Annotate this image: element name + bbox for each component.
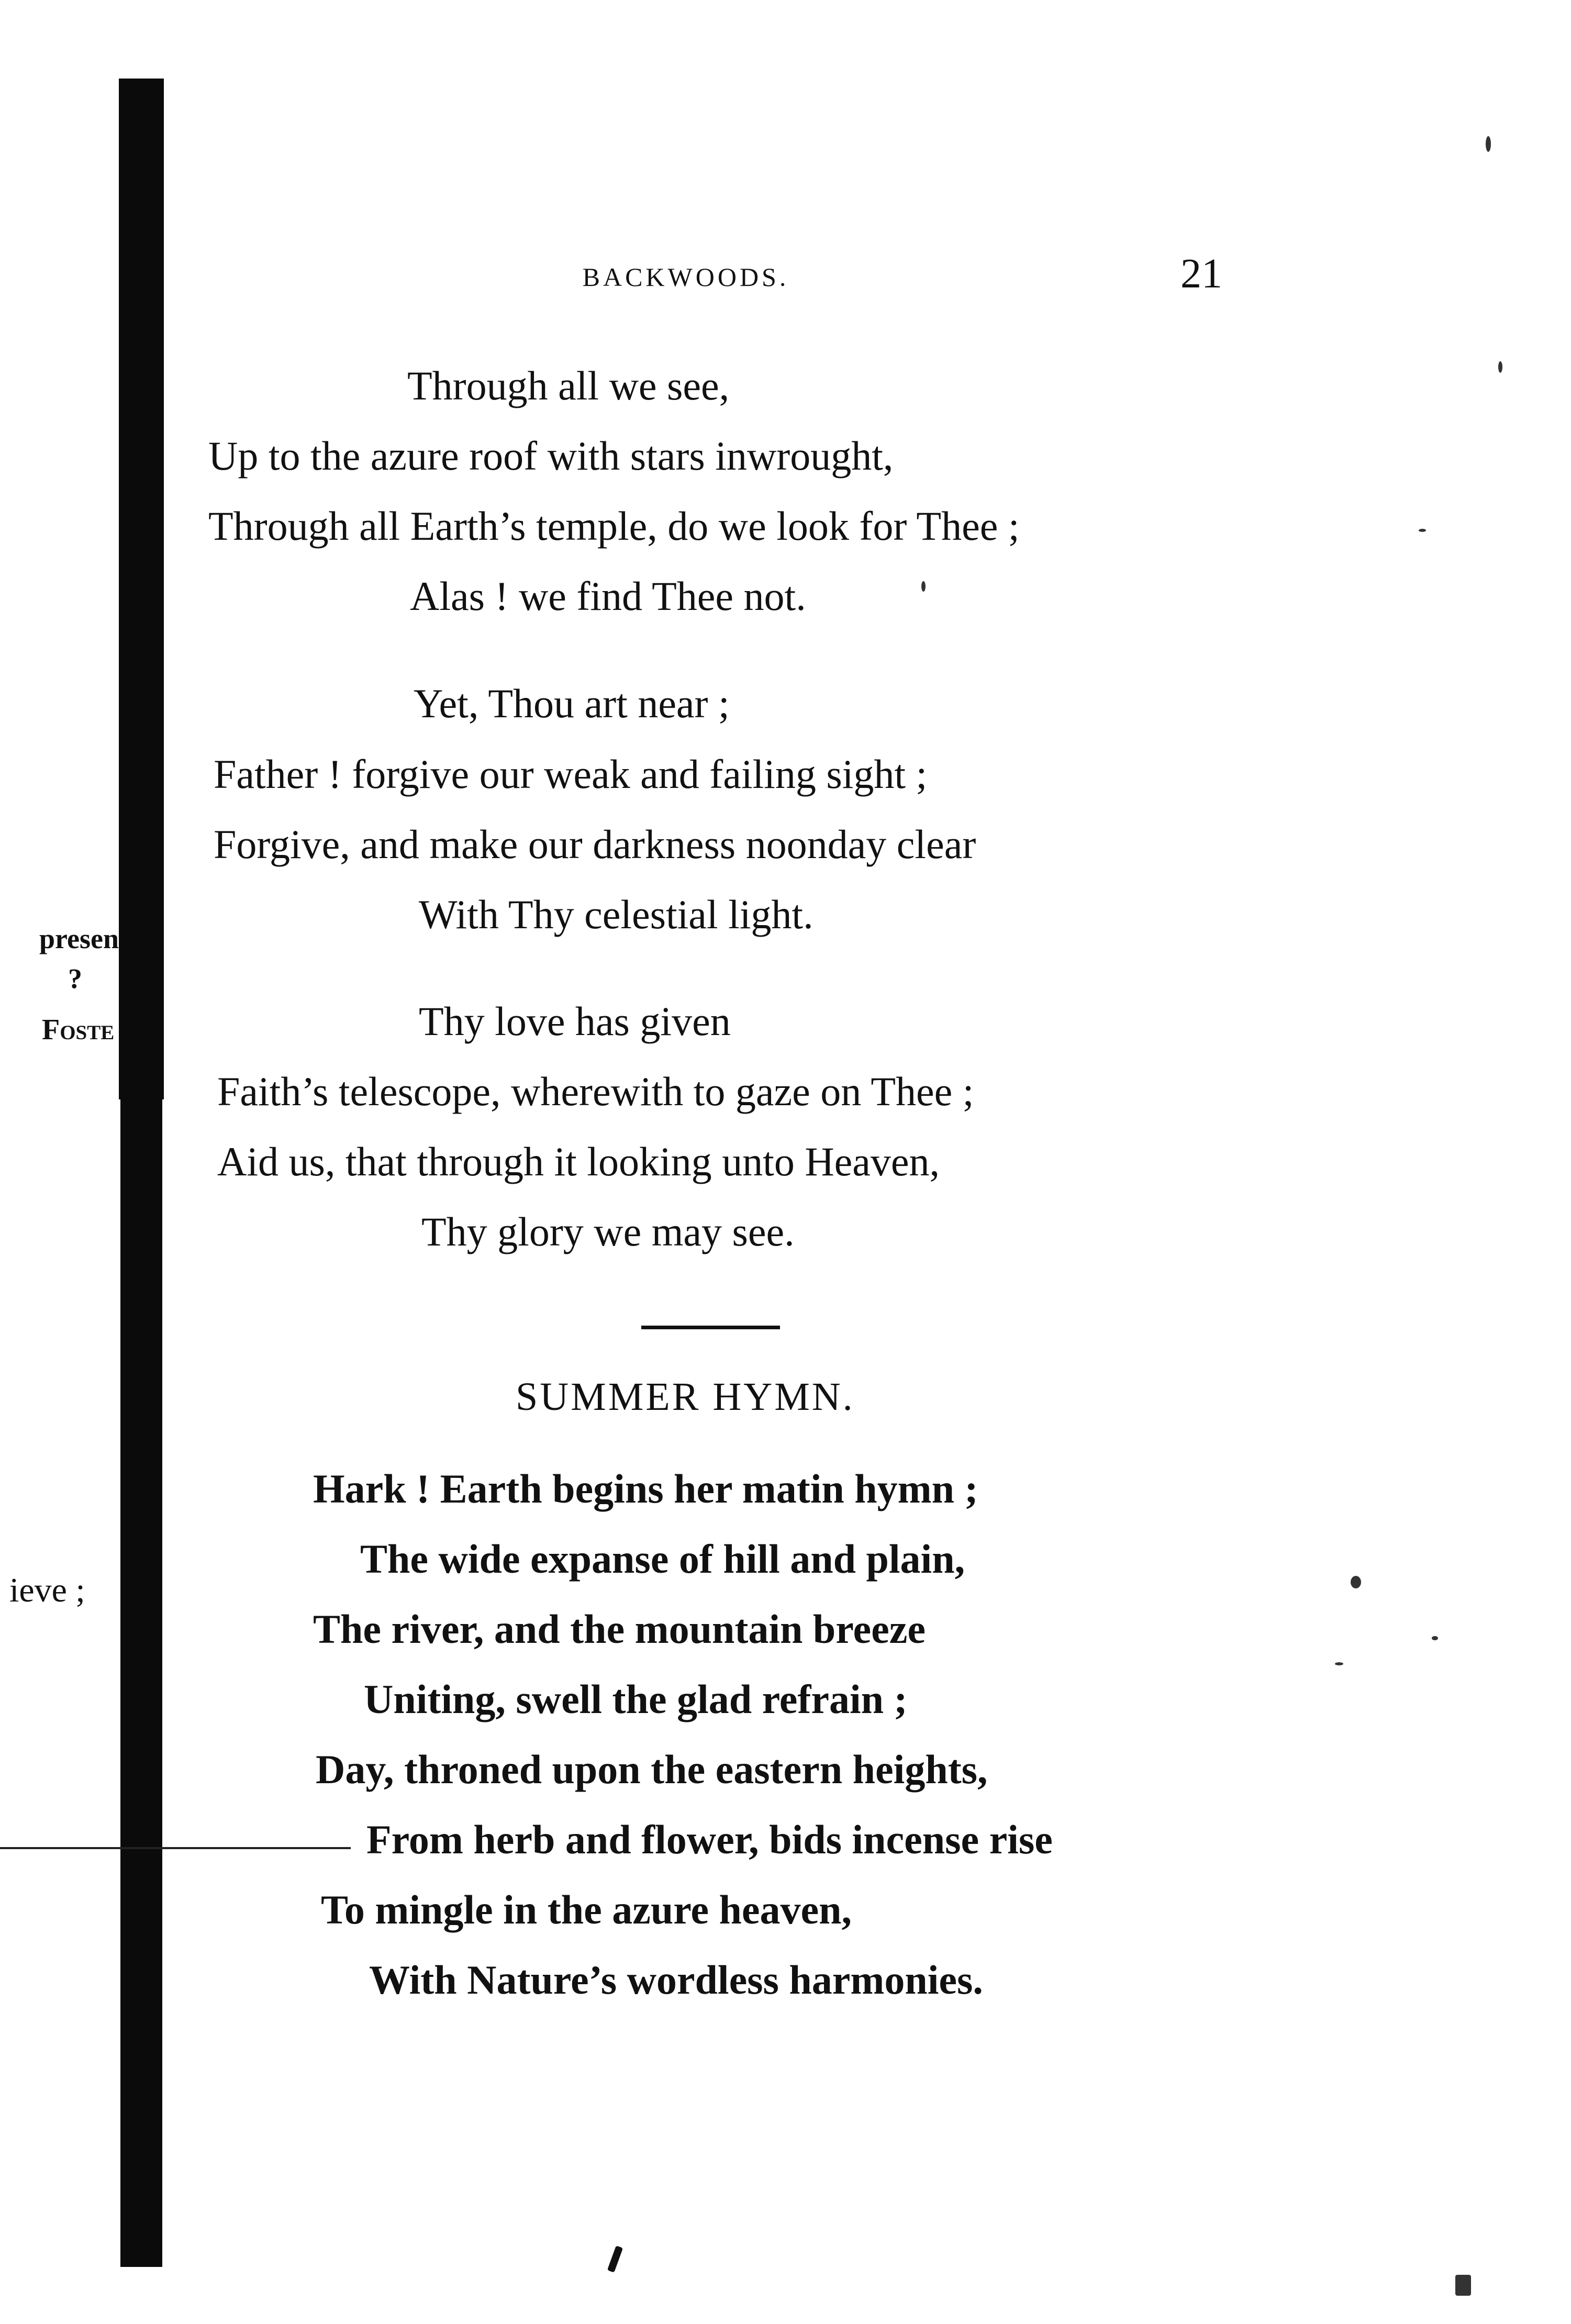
poem-line: Yet, Thou art near ;: [414, 681, 730, 726]
poem-line: Thy love has given: [419, 998, 731, 1044]
poem-line: Uniting, swell the glad refrain ;: [364, 1676, 908, 1722]
bleed-fragment-3: Foste: [42, 1014, 115, 1046]
scan-speck: [1432, 1636, 1438, 1640]
bleed-fragment-2: ?: [68, 963, 82, 994]
poem-line: Aid us, that through it looking unto Heaven,: [217, 1139, 940, 1184]
poem-line: Alas ! we find Thee not.: [410, 573, 806, 619]
poem-title: SUMMER HYMN.: [516, 1375, 855, 1419]
scan-speck: [1335, 1662, 1343, 1665]
bleed-fragment-1: presen: [39, 923, 119, 954]
poem-line: Thy glory we may see.: [421, 1209, 795, 1254]
page-number: 21: [1180, 251, 1222, 297]
scan-speck: [1498, 361, 1502, 373]
poem-line: With Thy celestial light.: [419, 892, 814, 937]
scan-speck: [1351, 1576, 1361, 1588]
running-head: BACKWOODS.: [582, 262, 789, 292]
poem-line: From herb and flower, bids incense rise: [366, 1817, 1053, 1862]
binding-bar: [120, 79, 162, 2267]
poem-line: The wide expanse of hill and plain,: [360, 1536, 965, 1582]
poem-line: The river, and the mountain breeze: [313, 1606, 926, 1652]
section-divider: [641, 1326, 780, 1329]
poem-line: With Nature’s wordless harmonies.: [369, 1957, 983, 2003]
scan-speck: [1419, 529, 1426, 532]
poem-line: Through all we see,: [407, 363, 730, 408]
poem-line: Hark ! Earth begins her matin hymn ;: [313, 1466, 978, 1511]
poem-line: Faith’s telescope, wherewith to gaze on Thee ;: [217, 1069, 974, 1114]
poem-line: Through all Earth’s temple, do we look for Thee ;: [208, 503, 1020, 549]
poem-line: Day, throned upon the eastern heights,: [316, 1747, 988, 1792]
poem-line: Forgive, and make our darkness noonday clear: [214, 821, 976, 867]
margin-rule: [0, 1847, 351, 1849]
scan-speck: [921, 581, 926, 592]
poem-line: Up to the azure roof with stars inwrought,: [208, 433, 894, 479]
ink-mark: [607, 2245, 623, 2273]
poem-line: To mingle in the azure heaven,: [321, 1887, 852, 1932]
scan-speck: [1486, 136, 1491, 152]
bleed-fragment-4: ieve ;: [9, 1571, 85, 1609]
scan-speck: [1455, 2275, 1471, 2296]
poem-line: Father ! forgive our weak and failing sight ;: [214, 751, 928, 797]
